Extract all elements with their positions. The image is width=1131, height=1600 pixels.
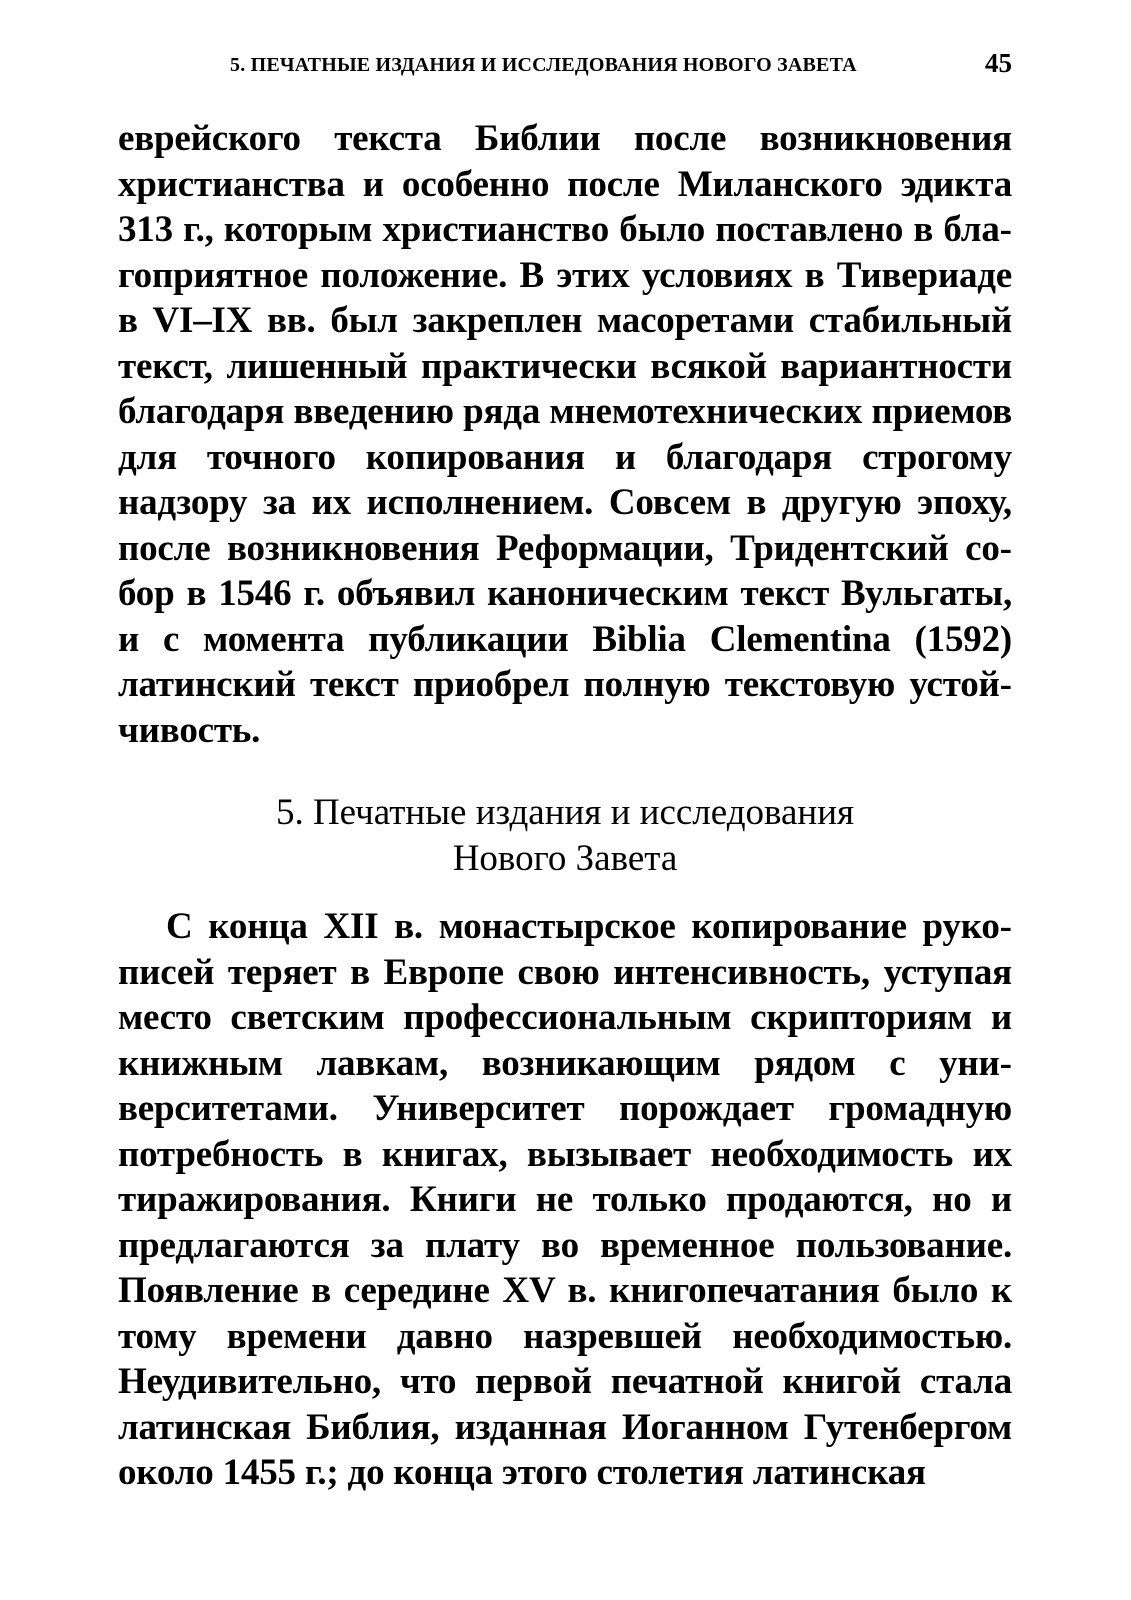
section-heading xyxy=(118,790,1012,882)
paragraph-section-start: С конца XII в. монастырское копирование рукописей теряет в Европе свою интенсивность, уступая место светским профессиональным скрипториям и книжным лавкам, возникающим рядом с университетами. Университет порождает громадную потребность в книгах, вызывает необходимость их тиражирования. Книги не только продаются, но и предлагаются за плату во временное пользование. Появление в середине XV в. книгопечатания было к тому времени давно назревшей необходимостью. Неудивительно, что первой печатной книгой стала латинская Библия, изданная Иоганном Гутенбергом около 1455 г.; до конца этого столетия латинская xyxy=(118,906,1012,1493)
paragraph-continued: еврейского текста Библии после возникновения христианства и особенно после Миланского эдикта 313 г., которым христианство было поставлено в благоприятное положение. В этих условиях в Тивериаде в VI–IX вв. был закреплен масоретами стабильный текст, лишенный практически всякой вариантности благодаря введению ряда мнемотехнических приемов для точного копирования и благодаря строгому надзору за их исполнением. Совсем в другую эпоху, после возникновения Реформации, Тридентский собор в 1546 г. объявил каноническим текст Вульгаты, и с момента публикации Biblia Clementina (1592) латинский текст приобрел полную текстовую устойчивость. xyxy=(118,118,1012,751)
section-heading-line-1: 5. Печатные издания и исследования xyxy=(275,792,855,833)
page-number: 45 xyxy=(985,48,1012,78)
running-header xyxy=(118,48,1012,78)
section-heading-line-2: Нового Завета xyxy=(452,838,678,879)
running-title: 5. ПЕЧАТНЫЕ ИЗДАНИЯ И ИССЛЕДОВАНИЯ НОВОГО ЗАВЕТА xyxy=(230,54,857,76)
